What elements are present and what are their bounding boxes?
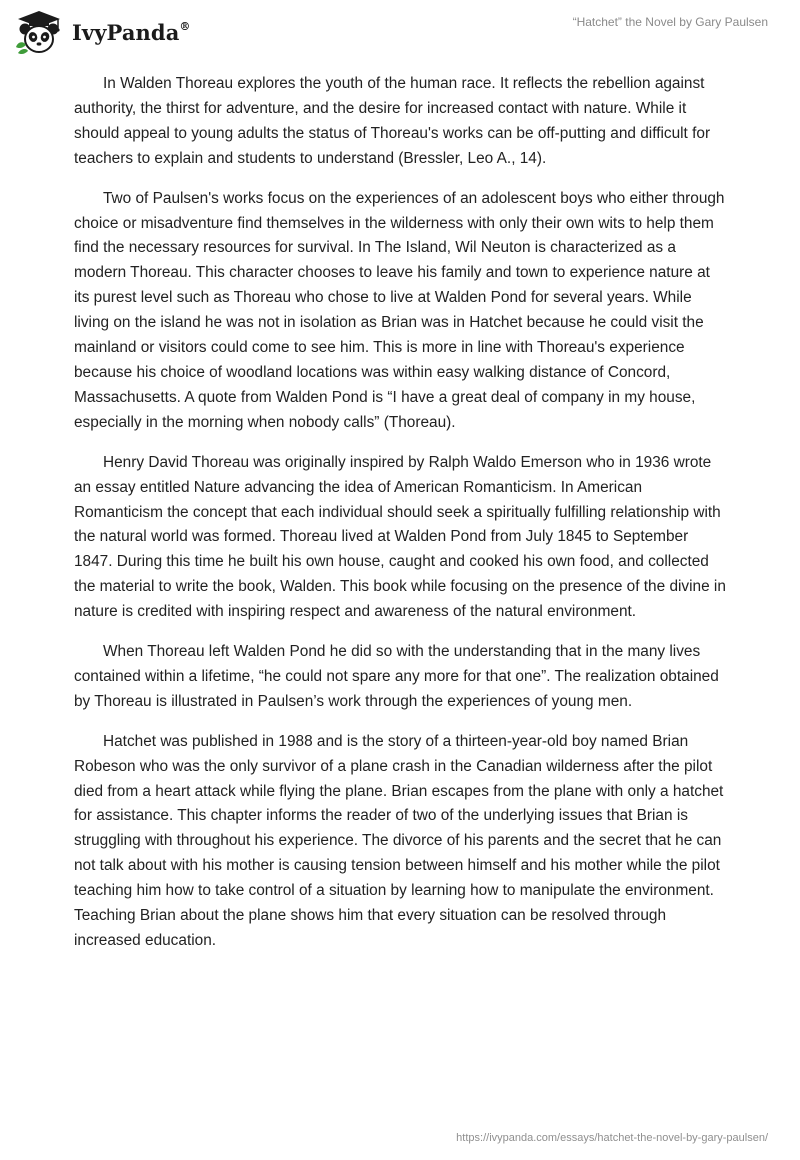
logo-text — [72, 20, 191, 45]
registered-mark: ® — [179, 19, 191, 33]
logo-name: IvyPanda — [72, 19, 180, 45]
paragraph-2: Two of Paulsen's works focus on the experiences of an adolescent boys who either through choice or misadventure find themselves in the wilderness with only their own wits to help them find the necessary resources for survival. In The Island, Wil Neuton is characterized as a modern Thoreau. This character chooses to leave his family and town to experience nature at its purest level such as Thoreau who chose to live at Walden Pond for several years. While living on the island he was not in isolation as Brian was in Hatchet because he could visit the mainland or visitors could come to see him. This is more in line with Thoreau's experience because his choice of woodland locations was within easy walking distance of Concord, Massachusetts. A quote from Walden Pond is “I have a great deal of company in my house, especially in the morning when nobody calls” (Thoreau). — [74, 189, 725, 431]
paragraph-1: In Walden Thoreau explores the youth of the human race. It reflects the rebellion against authority, the thirst for adventure, and the desire for increased contact with nature. While it should appeal to young adults the status of Thoreau's works can be off-putting and difficult for teachers to explain and students to understand (Bressler, Leo A., 14). — [74, 75, 711, 167]
paragraph-4: When Thoreau left Walden Pond he did so with the understanding that in the many lives contained within a lifetime, “he could not spare any more for that one”. The realization obtained by Thoreau is illustrated in Paulsen’s work through the experiences of young men. — [74, 643, 719, 710]
logo[interactable] — [14, 8, 191, 56]
source-url[interactable]: https://ivypanda.com/essays/hatchet-the-novel-by-gary-paulsen/ — [456, 1132, 768, 1144]
document-title: “Hatchet” the Novel by Gary Paulsen — [572, 15, 768, 29]
paragraph-3: Henry David Thoreau was originally inspired by Ralph Waldo Emerson who in 1936 wrote an essay entitled Nature advancing the idea of American Romanticism. In American Romanticism the concept that each individual should seek a spiritually fulfilling relationship with the natural world was formed. Thoreau lived at Walden Pond from July 1845 to September 1847. During this time he built his own house, caught and cooked his own food, and collected the material to write the book, Walden. This book while focusing on the presence of the divine in nature is credited with inspiring respect and awareness of the natural environment. — [74, 453, 726, 621]
paragraph-5: Hatchet was published in 1988 and is the story of a thirteen-year-old boy named Brian Robeson who was the only survivor of a plane crash in the Canadian wilderness after the pilot died from a heart attack while flying the plane. Brian escapes from the plane with only a hatchet for assistance. This chapter informs the reader of two of the underlying issues that Brian is struggling with throughout his experience. The divorce of his parents and the secret that he can not talk about with his mother is causing tension between himself and his mother while the pilot teaching him how to take control of a situation by learning how to manipulate the environment. Teaching Brian about the plane shows him that every situation can be resolved through increased education. — [74, 732, 724, 949]
page-header — [0, 0, 800, 60]
essay-body — [74, 72, 728, 969]
panda-graduate-icon — [14, 9, 64, 55]
